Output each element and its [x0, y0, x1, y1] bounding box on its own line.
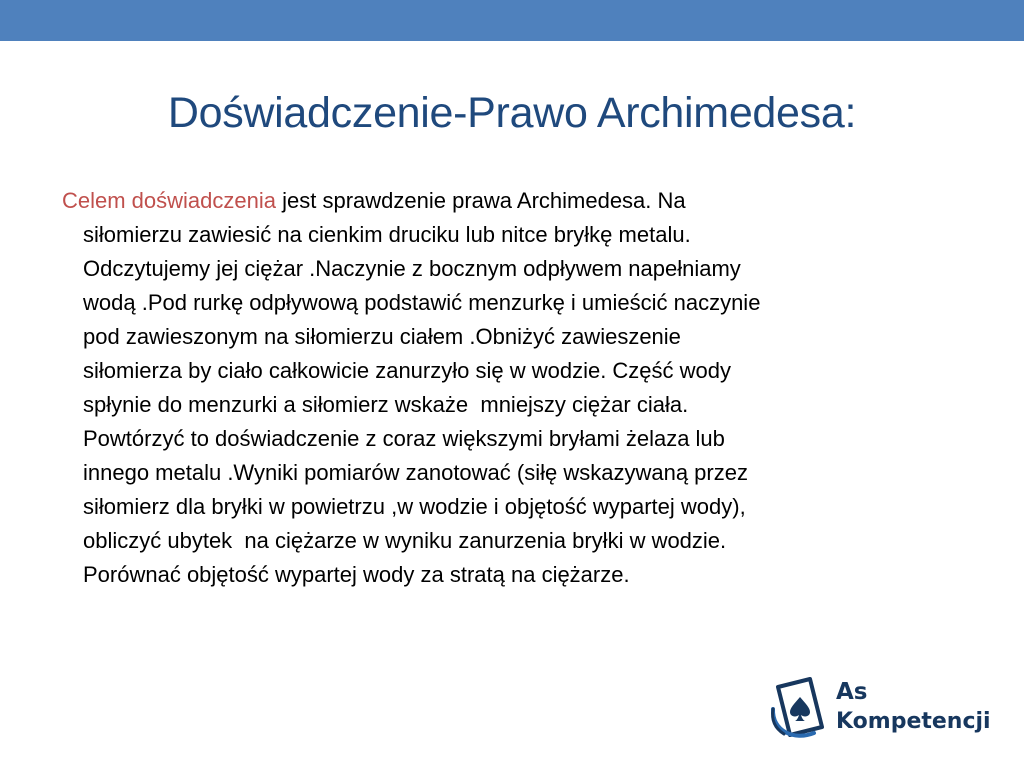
- body-line: wodą .Pod rurkę odpływową podstawić menzurkę i umieścić naczynie: [83, 290, 761, 315]
- body-line: obliczyć ubytek na ciężarze w wyniku zanurzenia bryłki w wodzie.: [83, 528, 727, 553]
- body-line: innego metalu .Wyniki pomiarów zanotować (siłę wskazywaną przez: [83, 460, 748, 485]
- body-line: spłynie do menzurki a siłomierz wskaże mniejszy ciężar ciała.: [83, 392, 689, 417]
- highlighted-lead-phrase: Celem doświadczenia: [62, 188, 276, 213]
- logo-text-as: As: [836, 679, 868, 705]
- spade-card-icon: [768, 673, 830, 741]
- body-line: siłomierzu zawiesić na cienkim druciku lub nitce bryłkę metalu.: [83, 222, 691, 247]
- as-kompetencji-logo: [768, 673, 998, 745]
- body-line: siłomierz dla bryłki w powietrzu ,w wodzie i objętość wypartej wody),: [83, 494, 746, 519]
- body-line: jest sprawdzenie prawa Archimedesa. Na: [276, 188, 686, 213]
- logo-text-kompetencji: Kompetencji: [836, 709, 991, 734]
- slide-title: Doświadczenie-Prawo Archimedesa:: [167, 89, 857, 137]
- body-line: pod zawieszonym na siłomierzu ciałem .Obniżyć zawieszenie: [83, 324, 681, 349]
- slide-body-text: [62, 184, 983, 592]
- body-line: Porównać objętość wypartej wody za stratą na ciężarze.: [83, 562, 630, 587]
- body-line: siłomierza by ciało całkowicie zanurzyło się w wodzie. Część wody: [83, 358, 732, 383]
- body-line: Odczytujemy jej ciężar .Naczynie z bocznym odpływem napełniamy: [83, 256, 741, 281]
- body-line: Powtórzyć to doświadczenie z coraz większymi bryłami żelaza lub: [83, 426, 725, 451]
- top-accent-bar: [0, 0, 1024, 41]
